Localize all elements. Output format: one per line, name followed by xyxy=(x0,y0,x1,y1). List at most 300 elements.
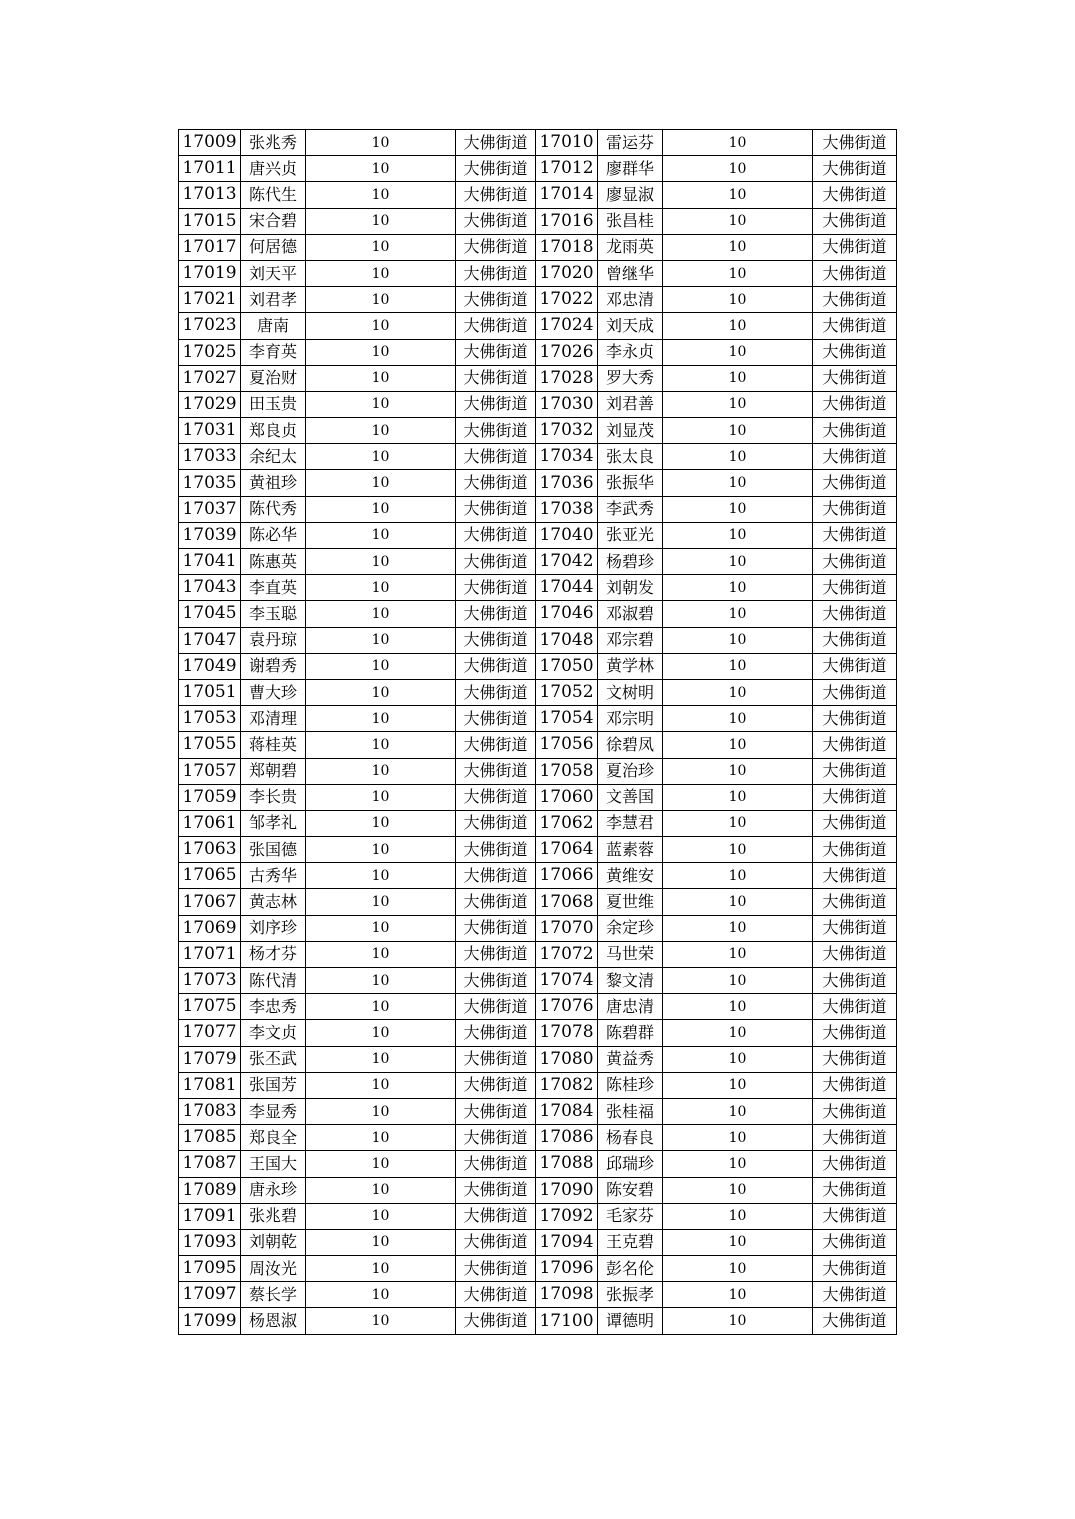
left-street-name-cell: 大佛街道 xyxy=(456,1020,536,1046)
right-person-name-cell: 张振孝 xyxy=(598,1282,663,1308)
right-record-id-cell: 17094 xyxy=(536,1229,598,1255)
roster-body xyxy=(179,130,897,1335)
left-record-id-cell: 17045 xyxy=(179,601,241,627)
right-person-name-cell: 陈安碧 xyxy=(598,1177,663,1203)
left-amount-cell: 10 xyxy=(306,1151,456,1177)
right-person-name-cell: 唐忠清 xyxy=(598,994,663,1020)
left-person-name-cell: 夏治财 xyxy=(241,365,306,391)
right-record-id-cell: 17054 xyxy=(536,706,598,732)
left-record-id-cell: 17015 xyxy=(179,208,241,234)
right-record-id-cell: 17086 xyxy=(536,1125,598,1151)
right-person-name-cell: 廖显淑 xyxy=(598,182,663,208)
right-amount-cell: 10 xyxy=(663,1203,813,1229)
left-record-id-cell: 17083 xyxy=(179,1098,241,1124)
left-amount-cell: 10 xyxy=(306,1282,456,1308)
left-person-name-cell: 宋合碧 xyxy=(241,208,306,234)
table-row xyxy=(179,732,897,758)
left-record-id-cell: 17081 xyxy=(179,1072,241,1098)
right-record-id-cell: 17046 xyxy=(536,601,598,627)
left-street-name-cell: 大佛街道 xyxy=(456,1072,536,1098)
left-amount-cell: 10 xyxy=(306,1072,456,1098)
right-person-name-cell: 王克碧 xyxy=(598,1229,663,1255)
left-person-name-cell: 邓清理 xyxy=(241,706,306,732)
table-row xyxy=(179,1203,897,1229)
right-amount-cell: 10 xyxy=(663,627,813,653)
left-street-name-cell: 大佛街道 xyxy=(456,234,536,260)
left-street-name-cell: 大佛街道 xyxy=(456,339,536,365)
left-street-name-cell: 大佛街道 xyxy=(456,418,536,444)
right-record-id-cell: 17084 xyxy=(536,1098,598,1124)
left-amount-cell: 10 xyxy=(306,1125,456,1151)
left-record-id-cell: 17059 xyxy=(179,784,241,810)
right-person-name-cell: 刘朝发 xyxy=(598,575,663,601)
left-person-name-cell: 袁丹琼 xyxy=(241,627,306,653)
left-amount-cell: 10 xyxy=(306,968,456,994)
right-amount-cell: 10 xyxy=(663,130,813,156)
left-person-name-cell: 田玉贵 xyxy=(241,391,306,417)
left-amount-cell: 10 xyxy=(306,444,456,470)
right-record-id-cell: 17088 xyxy=(536,1151,598,1177)
table-row xyxy=(179,968,897,994)
left-person-name-cell: 唐永珍 xyxy=(241,1177,306,1203)
left-record-id-cell: 17075 xyxy=(179,994,241,1020)
left-person-name-cell: 刘君孝 xyxy=(241,287,306,313)
right-amount-cell: 10 xyxy=(663,522,813,548)
table-row xyxy=(179,470,897,496)
right-amount-cell: 10 xyxy=(663,784,813,810)
right-record-id-cell: 17030 xyxy=(536,391,598,417)
left-street-name-cell: 大佛街道 xyxy=(456,496,536,522)
right-record-id-cell: 17056 xyxy=(536,732,598,758)
left-person-name-cell: 刘序珍 xyxy=(241,915,306,941)
table-row xyxy=(179,1282,897,1308)
right-street-name-cell: 大佛街道 xyxy=(813,732,897,758)
left-street-name-cell: 大佛街道 xyxy=(456,679,536,705)
table-row xyxy=(179,941,897,967)
right-record-id-cell: 17058 xyxy=(536,758,598,784)
right-amount-cell: 10 xyxy=(663,549,813,575)
right-street-name-cell: 大佛街道 xyxy=(813,915,897,941)
left-street-name-cell: 大佛街道 xyxy=(456,1256,536,1282)
left-street-name-cell: 大佛街道 xyxy=(456,182,536,208)
left-amount-cell: 10 xyxy=(306,732,456,758)
right-record-id-cell: 17090 xyxy=(536,1177,598,1203)
left-street-name-cell: 大佛街道 xyxy=(456,968,536,994)
right-record-id-cell: 17070 xyxy=(536,915,598,941)
right-street-name-cell: 大佛街道 xyxy=(813,1020,897,1046)
left-record-id-cell: 17019 xyxy=(179,260,241,286)
right-street-name-cell: 大佛街道 xyxy=(813,1203,897,1229)
left-record-id-cell: 17079 xyxy=(179,1046,241,1072)
right-street-name-cell: 大佛街道 xyxy=(813,653,897,679)
left-person-name-cell: 张国德 xyxy=(241,837,306,863)
right-amount-cell: 10 xyxy=(663,1046,813,1072)
right-amount-cell: 10 xyxy=(663,234,813,260)
left-amount-cell: 10 xyxy=(306,863,456,889)
left-street-name-cell: 大佛街道 xyxy=(456,810,536,836)
left-amount-cell: 10 xyxy=(306,784,456,810)
left-record-id-cell: 17027 xyxy=(179,365,241,391)
left-street-name-cell: 大佛街道 xyxy=(456,706,536,732)
left-street-name-cell: 大佛街道 xyxy=(456,627,536,653)
left-amount-cell: 10 xyxy=(306,1256,456,1282)
right-record-id-cell: 17076 xyxy=(536,994,598,1020)
left-record-id-cell: 17055 xyxy=(179,732,241,758)
table-row xyxy=(179,365,897,391)
table-row xyxy=(179,994,897,1020)
left-person-name-cell: 黄志林 xyxy=(241,889,306,915)
right-amount-cell: 10 xyxy=(663,1072,813,1098)
right-street-name-cell: 大佛街道 xyxy=(813,968,897,994)
right-street-name-cell: 大佛街道 xyxy=(813,1177,897,1203)
right-person-name-cell: 毛家芬 xyxy=(598,1203,663,1229)
left-amount-cell: 10 xyxy=(306,1203,456,1229)
right-person-name-cell: 蓝素蓉 xyxy=(598,837,663,863)
right-street-name-cell: 大佛街道 xyxy=(813,522,897,548)
right-record-id-cell: 17018 xyxy=(536,234,598,260)
left-person-name-cell: 李忠秀 xyxy=(241,994,306,1020)
table-row xyxy=(179,1177,897,1203)
right-person-name-cell: 徐碧凤 xyxy=(598,732,663,758)
right-amount-cell: 10 xyxy=(663,941,813,967)
table-row xyxy=(179,418,897,444)
right-amount-cell: 10 xyxy=(663,732,813,758)
left-amount-cell: 10 xyxy=(306,837,456,863)
right-street-name-cell: 大佛街道 xyxy=(813,758,897,784)
left-street-name-cell: 大佛街道 xyxy=(456,1203,536,1229)
right-person-name-cell: 李武秀 xyxy=(598,496,663,522)
left-record-id-cell: 17023 xyxy=(179,313,241,339)
table-row xyxy=(179,706,897,732)
right-person-name-cell: 夏治珍 xyxy=(598,758,663,784)
right-amount-cell: 10 xyxy=(663,968,813,994)
right-person-name-cell: 廖群华 xyxy=(598,156,663,182)
table-row xyxy=(179,1229,897,1255)
right-street-name-cell: 大佛街道 xyxy=(813,391,897,417)
table-row xyxy=(179,810,897,836)
left-amount-cell: 10 xyxy=(306,234,456,260)
left-record-id-cell: 17091 xyxy=(179,1203,241,1229)
right-amount-cell: 10 xyxy=(663,994,813,1020)
right-record-id-cell: 17078 xyxy=(536,1020,598,1046)
right-street-name-cell: 大佛街道 xyxy=(813,339,897,365)
right-person-name-cell: 邓宗明 xyxy=(598,706,663,732)
right-street-name-cell: 大佛街道 xyxy=(813,130,897,156)
left-street-name-cell: 大佛街道 xyxy=(456,994,536,1020)
right-person-name-cell: 张亚光 xyxy=(598,522,663,548)
left-street-name-cell: 大佛街道 xyxy=(456,837,536,863)
left-person-name-cell: 李长贵 xyxy=(241,784,306,810)
right-amount-cell: 10 xyxy=(663,575,813,601)
right-street-name-cell: 大佛街道 xyxy=(813,889,897,915)
right-street-name-cell: 大佛街道 xyxy=(813,313,897,339)
right-record-id-cell: 17032 xyxy=(536,418,598,444)
left-amount-cell: 10 xyxy=(306,679,456,705)
left-street-name-cell: 大佛街道 xyxy=(456,941,536,967)
right-person-name-cell: 邓淑碧 xyxy=(598,601,663,627)
right-street-name-cell: 大佛街道 xyxy=(813,1151,897,1177)
left-street-name-cell: 大佛街道 xyxy=(456,889,536,915)
left-amount-cell: 10 xyxy=(306,156,456,182)
right-amount-cell: 10 xyxy=(663,653,813,679)
left-person-name-cell: 李玉聪 xyxy=(241,601,306,627)
right-record-id-cell: 17012 xyxy=(536,156,598,182)
left-record-id-cell: 17049 xyxy=(179,653,241,679)
left-amount-cell: 10 xyxy=(306,208,456,234)
right-street-name-cell: 大佛街道 xyxy=(813,444,897,470)
left-amount-cell: 10 xyxy=(306,653,456,679)
right-person-name-cell: 邓忠清 xyxy=(598,287,663,313)
right-person-name-cell: 杨春良 xyxy=(598,1125,663,1151)
left-amount-cell: 10 xyxy=(306,706,456,732)
right-street-name-cell: 大佛街道 xyxy=(813,496,897,522)
right-street-name-cell: 大佛街道 xyxy=(813,1125,897,1151)
right-record-id-cell: 17074 xyxy=(536,968,598,994)
left-street-name-cell: 大佛街道 xyxy=(456,784,536,810)
left-street-name-cell: 大佛街道 xyxy=(456,1125,536,1151)
left-street-name-cell: 大佛街道 xyxy=(456,522,536,548)
right-person-name-cell: 黄学林 xyxy=(598,653,663,679)
left-street-name-cell: 大佛街道 xyxy=(456,915,536,941)
left-amount-cell: 10 xyxy=(306,522,456,548)
right-amount-cell: 10 xyxy=(663,1256,813,1282)
right-street-name-cell: 大佛街道 xyxy=(813,234,897,260)
left-street-name-cell: 大佛街道 xyxy=(456,287,536,313)
right-amount-cell: 10 xyxy=(663,313,813,339)
right-person-name-cell: 雷运芬 xyxy=(598,130,663,156)
left-amount-cell: 10 xyxy=(306,182,456,208)
right-amount-cell: 10 xyxy=(663,889,813,915)
left-amount-cell: 10 xyxy=(306,575,456,601)
left-person-name-cell: 李育英 xyxy=(241,339,306,365)
right-street-name-cell: 大佛街道 xyxy=(813,863,897,889)
left-record-id-cell: 17069 xyxy=(179,915,241,941)
right-amount-cell: 10 xyxy=(663,758,813,784)
right-amount-cell: 10 xyxy=(663,1020,813,1046)
right-amount-cell: 10 xyxy=(663,1282,813,1308)
table-row xyxy=(179,287,897,313)
left-record-id-cell: 17043 xyxy=(179,575,241,601)
right-record-id-cell: 17048 xyxy=(536,627,598,653)
left-record-id-cell: 17071 xyxy=(179,941,241,967)
left-person-name-cell: 郑良全 xyxy=(241,1125,306,1151)
left-amount-cell: 10 xyxy=(306,470,456,496)
left-amount-cell: 10 xyxy=(306,1046,456,1072)
table-row xyxy=(179,784,897,810)
left-person-name-cell: 杨恩淑 xyxy=(241,1308,306,1334)
left-street-name-cell: 大佛街道 xyxy=(456,470,536,496)
left-street-name-cell: 大佛街道 xyxy=(456,653,536,679)
left-person-name-cell: 谢碧秀 xyxy=(241,653,306,679)
right-amount-cell: 10 xyxy=(663,496,813,522)
table-row xyxy=(179,837,897,863)
left-person-name-cell: 唐南 xyxy=(241,313,306,339)
right-record-id-cell: 17014 xyxy=(536,182,598,208)
right-person-name-cell: 黄益秀 xyxy=(598,1046,663,1072)
right-person-name-cell: 黎文清 xyxy=(598,968,663,994)
left-amount-cell: 10 xyxy=(306,889,456,915)
left-record-id-cell: 17061 xyxy=(179,810,241,836)
right-amount-cell: 10 xyxy=(663,391,813,417)
left-person-name-cell: 刘天平 xyxy=(241,260,306,286)
table-row xyxy=(179,1256,897,1282)
roster-table xyxy=(178,129,897,1335)
left-street-name-cell: 大佛街道 xyxy=(456,758,536,784)
right-record-id-cell: 17100 xyxy=(536,1308,598,1334)
left-record-id-cell: 17035 xyxy=(179,470,241,496)
left-amount-cell: 10 xyxy=(306,130,456,156)
right-amount-cell: 10 xyxy=(663,470,813,496)
left-person-name-cell: 陈惠英 xyxy=(241,549,306,575)
left-street-name-cell: 大佛街道 xyxy=(456,575,536,601)
table-row xyxy=(179,208,897,234)
left-record-id-cell: 17037 xyxy=(179,496,241,522)
right-person-name-cell: 谭德明 xyxy=(598,1308,663,1334)
right-street-name-cell: 大佛街道 xyxy=(813,1229,897,1255)
left-street-name-cell: 大佛街道 xyxy=(456,365,536,391)
left-record-id-cell: 17025 xyxy=(179,339,241,365)
left-street-name-cell: 大佛街道 xyxy=(456,313,536,339)
left-street-name-cell: 大佛街道 xyxy=(456,391,536,417)
right-record-id-cell: 17040 xyxy=(536,522,598,548)
left-person-name-cell: 李直英 xyxy=(241,575,306,601)
left-amount-cell: 10 xyxy=(306,1229,456,1255)
table-row xyxy=(179,758,897,784)
right-street-name-cell: 大佛街道 xyxy=(813,601,897,627)
right-person-name-cell: 张昌桂 xyxy=(598,208,663,234)
left-street-name-cell: 大佛街道 xyxy=(456,444,536,470)
left-street-name-cell: 大佛街道 xyxy=(456,863,536,889)
left-person-name-cell: 黄祖珍 xyxy=(241,470,306,496)
right-record-id-cell: 17026 xyxy=(536,339,598,365)
table-row xyxy=(179,522,897,548)
right-street-name-cell: 大佛街道 xyxy=(813,837,897,863)
table-row xyxy=(179,1098,897,1124)
left-record-id-cell: 17093 xyxy=(179,1229,241,1255)
right-record-id-cell: 17080 xyxy=(536,1046,598,1072)
table-row xyxy=(179,1308,897,1334)
right-person-name-cell: 邓宗碧 xyxy=(598,627,663,653)
right-street-name-cell: 大佛街道 xyxy=(813,627,897,653)
left-person-name-cell: 曹大珍 xyxy=(241,679,306,705)
left-street-name-cell: 大佛街道 xyxy=(456,1282,536,1308)
left-record-id-cell: 17053 xyxy=(179,706,241,732)
left-record-id-cell: 17021 xyxy=(179,287,241,313)
table-row xyxy=(179,182,897,208)
left-record-id-cell: 17033 xyxy=(179,444,241,470)
left-amount-cell: 10 xyxy=(306,1020,456,1046)
right-record-id-cell: 17044 xyxy=(536,575,598,601)
left-person-name-cell: 张国芳 xyxy=(241,1072,306,1098)
right-person-name-cell: 刘天成 xyxy=(598,313,663,339)
left-amount-cell: 10 xyxy=(306,549,456,575)
table-row xyxy=(179,130,897,156)
left-street-name-cell: 大佛街道 xyxy=(456,1046,536,1072)
left-record-id-cell: 17047 xyxy=(179,627,241,653)
left-record-id-cell: 17067 xyxy=(179,889,241,915)
table-row xyxy=(179,260,897,286)
right-amount-cell: 10 xyxy=(663,706,813,732)
right-record-id-cell: 17064 xyxy=(536,837,598,863)
right-record-id-cell: 17068 xyxy=(536,889,598,915)
right-record-id-cell: 17016 xyxy=(536,208,598,234)
table-row xyxy=(179,1151,897,1177)
left-record-id-cell: 17087 xyxy=(179,1151,241,1177)
left-record-id-cell: 17099 xyxy=(179,1308,241,1334)
left-record-id-cell: 17051 xyxy=(179,679,241,705)
left-person-name-cell: 张兆碧 xyxy=(241,1203,306,1229)
table-row xyxy=(179,653,897,679)
left-person-name-cell: 蒋桂英 xyxy=(241,732,306,758)
table-row xyxy=(179,1020,897,1046)
right-person-name-cell: 余定珍 xyxy=(598,915,663,941)
right-person-name-cell: 龙雨英 xyxy=(598,234,663,260)
left-record-id-cell: 17085 xyxy=(179,1125,241,1151)
right-street-name-cell: 大佛街道 xyxy=(813,1256,897,1282)
left-person-name-cell: 李显秀 xyxy=(241,1098,306,1124)
right-street-name-cell: 大佛街道 xyxy=(813,549,897,575)
right-record-id-cell: 17042 xyxy=(536,549,598,575)
right-record-id-cell: 17010 xyxy=(536,130,598,156)
left-amount-cell: 10 xyxy=(306,1098,456,1124)
right-street-name-cell: 大佛街道 xyxy=(813,1308,897,1334)
right-person-name-cell: 陈碧群 xyxy=(598,1020,663,1046)
left-record-id-cell: 17077 xyxy=(179,1020,241,1046)
left-person-name-cell: 刘朝乾 xyxy=(241,1229,306,1255)
right-street-name-cell: 大佛街道 xyxy=(813,706,897,732)
right-amount-cell: 10 xyxy=(663,1098,813,1124)
left-record-id-cell: 17095 xyxy=(179,1256,241,1282)
left-street-name-cell: 大佛街道 xyxy=(456,1229,536,1255)
right-street-name-cell: 大佛街道 xyxy=(813,994,897,1020)
left-person-name-cell: 王国大 xyxy=(241,1151,306,1177)
table-row xyxy=(179,313,897,339)
left-record-id-cell: 17041 xyxy=(179,549,241,575)
table-row xyxy=(179,627,897,653)
table-row xyxy=(179,1125,897,1151)
table-row xyxy=(179,339,897,365)
left-person-name-cell: 蔡长学 xyxy=(241,1282,306,1308)
right-record-id-cell: 17072 xyxy=(536,941,598,967)
table-row xyxy=(179,889,897,915)
right-street-name-cell: 大佛街道 xyxy=(813,784,897,810)
right-record-id-cell: 17060 xyxy=(536,784,598,810)
table-row xyxy=(179,1072,897,1098)
left-street-name-cell: 大佛街道 xyxy=(456,732,536,758)
table-row xyxy=(179,915,897,941)
right-street-name-cell: 大佛街道 xyxy=(813,575,897,601)
left-street-name-cell: 大佛街道 xyxy=(456,208,536,234)
left-amount-cell: 10 xyxy=(306,339,456,365)
left-amount-cell: 10 xyxy=(306,810,456,836)
right-person-name-cell: 刘显茂 xyxy=(598,418,663,444)
left-street-name-cell: 大佛街道 xyxy=(456,156,536,182)
right-record-id-cell: 17092 xyxy=(536,1203,598,1229)
left-person-name-cell: 李文贞 xyxy=(241,1020,306,1046)
right-street-name-cell: 大佛街道 xyxy=(813,470,897,496)
left-record-id-cell: 17097 xyxy=(179,1282,241,1308)
left-record-id-cell: 17011 xyxy=(179,156,241,182)
right-record-id-cell: 17024 xyxy=(536,313,598,339)
right-record-id-cell: 17022 xyxy=(536,287,598,313)
right-person-name-cell: 黄维安 xyxy=(598,863,663,889)
right-record-id-cell: 17028 xyxy=(536,365,598,391)
left-person-name-cell: 古秀华 xyxy=(241,863,306,889)
left-person-name-cell: 陈代清 xyxy=(241,968,306,994)
right-record-id-cell: 17066 xyxy=(536,863,598,889)
table-row xyxy=(179,549,897,575)
left-record-id-cell: 17009 xyxy=(179,130,241,156)
